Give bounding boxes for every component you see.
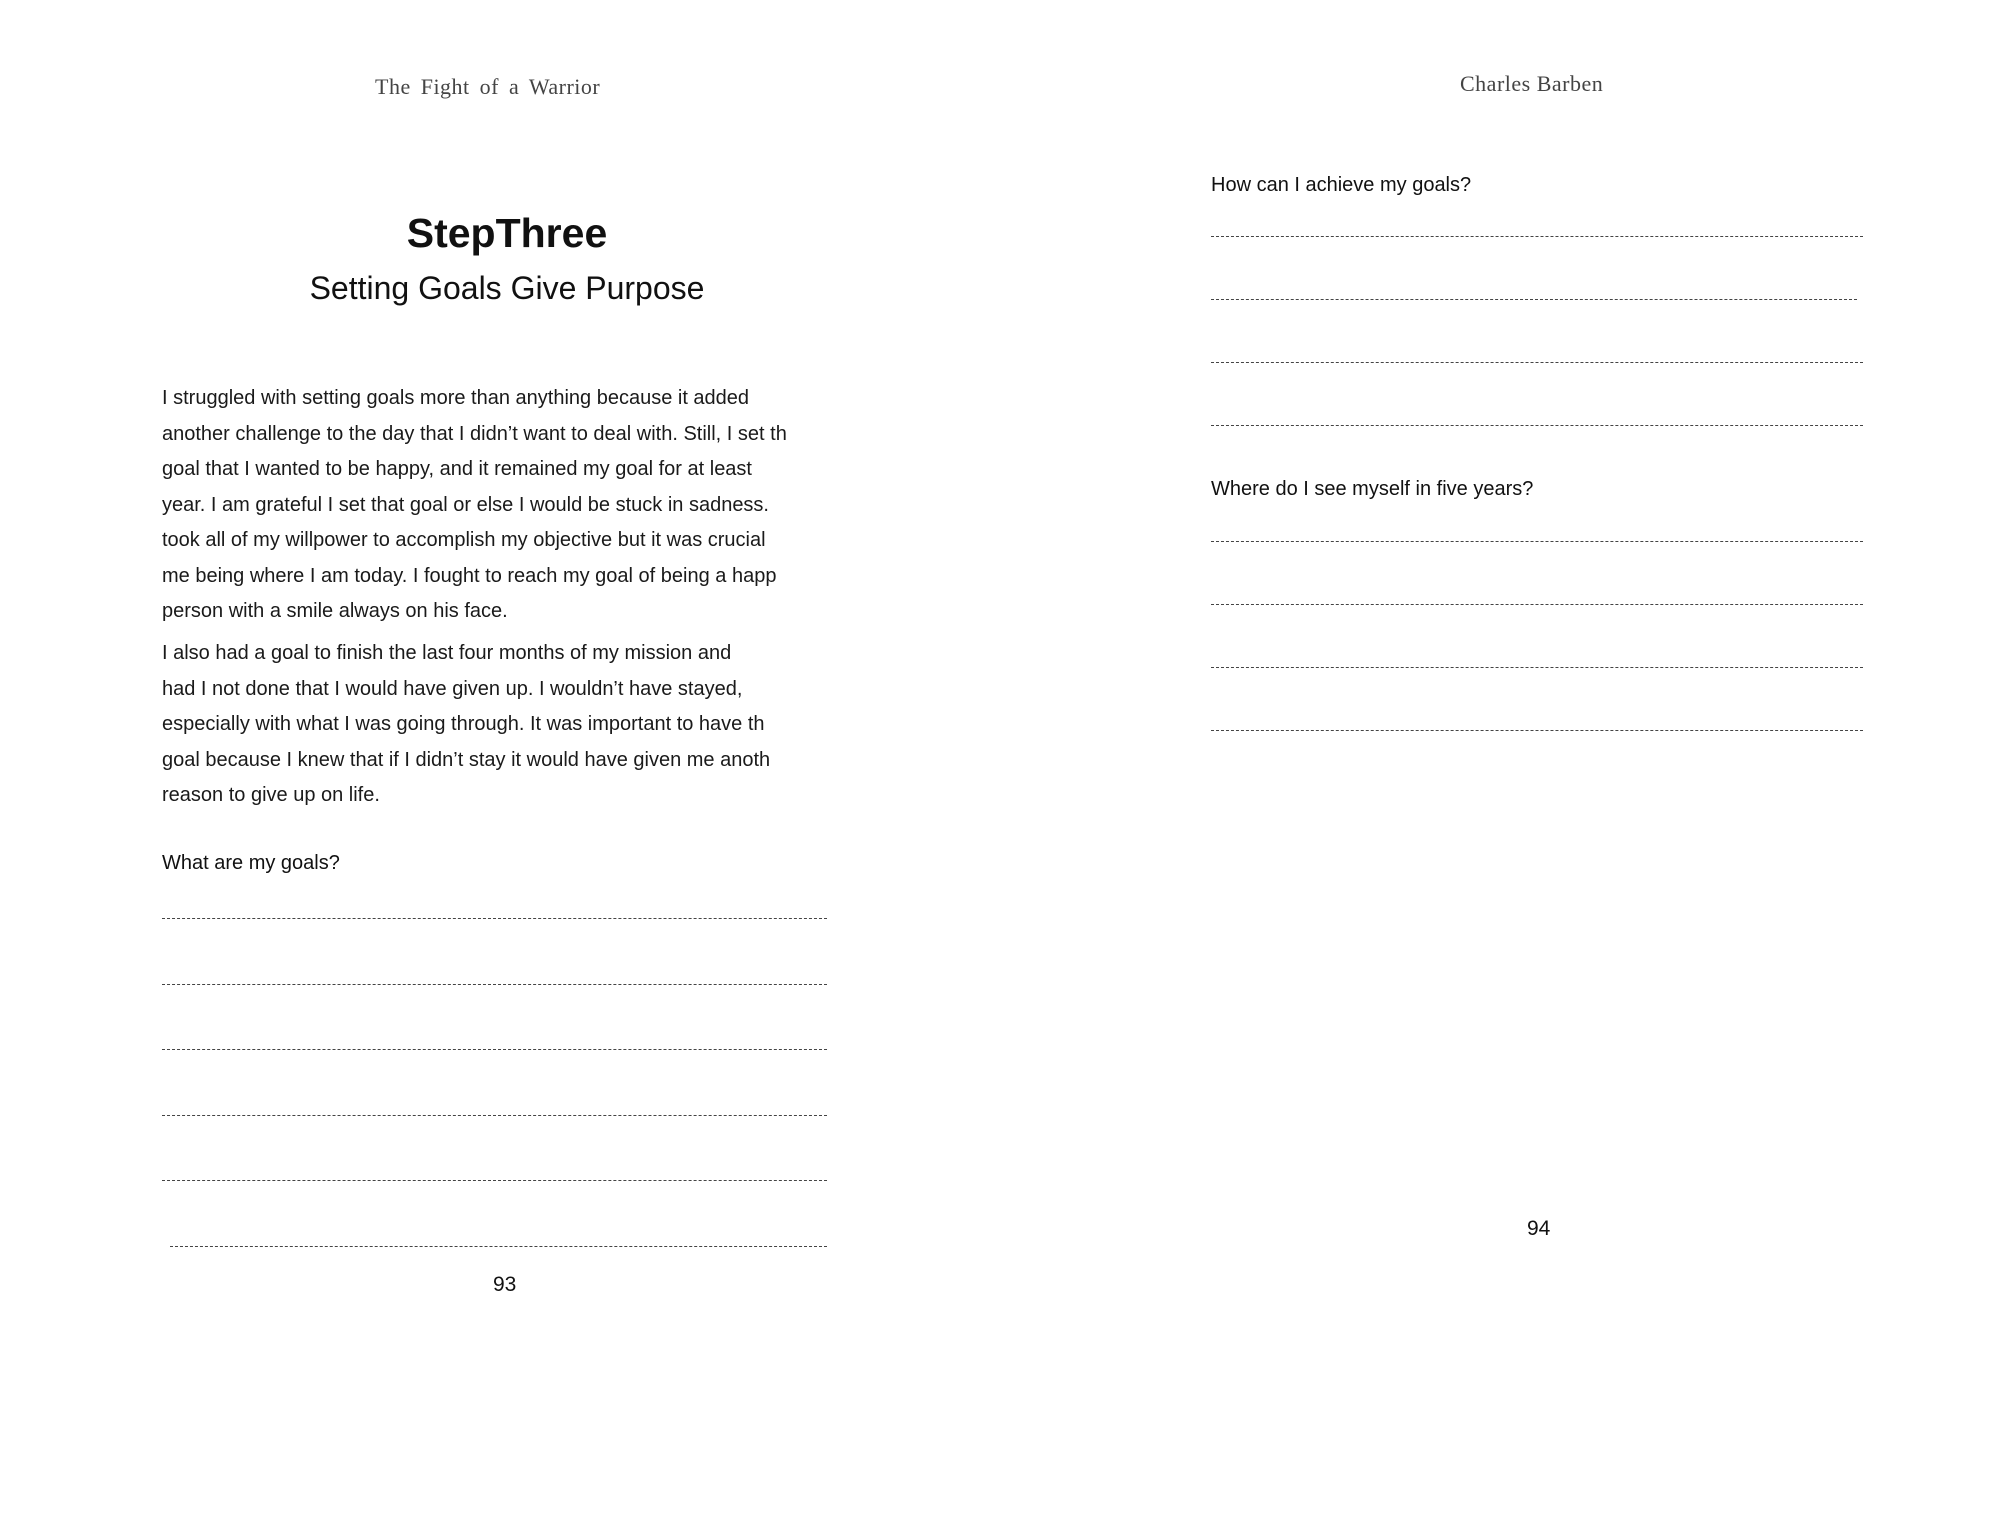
paragraph-line: me being where I am today. I fought to reach my goal of being a happ [162,564,777,587]
answer-line[interactable] [1211,425,1863,426]
paragraph-1 [162,381,827,631]
answer-line[interactable] [162,984,827,985]
answer-line[interactable] [1211,667,1863,668]
right-page [1000,0,2000,1514]
question-goals: What are my goals? [162,852,340,874]
answer-line[interactable] [1211,730,1863,731]
paragraph-line: another challenge to the day that I didn’t want to deal with. Still, I set th [162,422,787,445]
paragraph-line: person with a smile always on his face. [162,600,508,622]
paragraph-line: had I not done that I would have given up. I wouldn’t have stayed, [162,677,743,700]
chapter-subtitle: Setting Goals Give Purpose [309,270,705,306]
question-achieve-goals: How can I achieve my goals? [1211,174,1472,196]
running-head-book-title: The Fight of a Warrior [375,74,601,99]
answer-line[interactable] [1211,362,1863,363]
answer-line[interactable] [170,1246,827,1247]
paragraph-line: took all of my willpower to accomplish my objective but it was crucial [162,529,766,551]
paragraph-line: goal that I wanted to be happy, and it remained my goal for at least [162,458,752,480]
answer-line[interactable] [1211,604,1863,605]
paragraph-line: goal because I knew that if I didn’t stay it would have given me anoth [162,748,771,771]
answer-line[interactable] [1211,236,1863,237]
question-five-years: Where do I see myself in five years? [1211,478,1534,500]
paragraph-2 [162,636,827,820]
chapter-title: StepThree [406,210,608,256]
answer-line[interactable] [162,918,827,919]
answer-line[interactable] [1211,299,1857,300]
paragraph-line: year. I am grateful I set that goal or else I would be stuck in sadness. [162,493,769,516]
paragraph-line: especially with what I was going through. It was important to have th [162,713,765,735]
page-number: 94 [1527,1217,1551,1240]
answer-line[interactable] [162,1180,827,1181]
paragraph-line: reason to give up on life. [162,784,380,806]
running-head-author: Charles Barben [1460,71,1604,96]
page-number: 93 [493,1273,517,1296]
paragraph-line: I struggled with setting goals more than anything because it added [162,387,750,409]
paragraph-line: I also had a goal to finish the last four months of my mission and [162,642,732,664]
answer-line[interactable] [1211,541,1863,542]
answer-line[interactable] [162,1049,827,1050]
answer-line[interactable] [162,1115,827,1116]
